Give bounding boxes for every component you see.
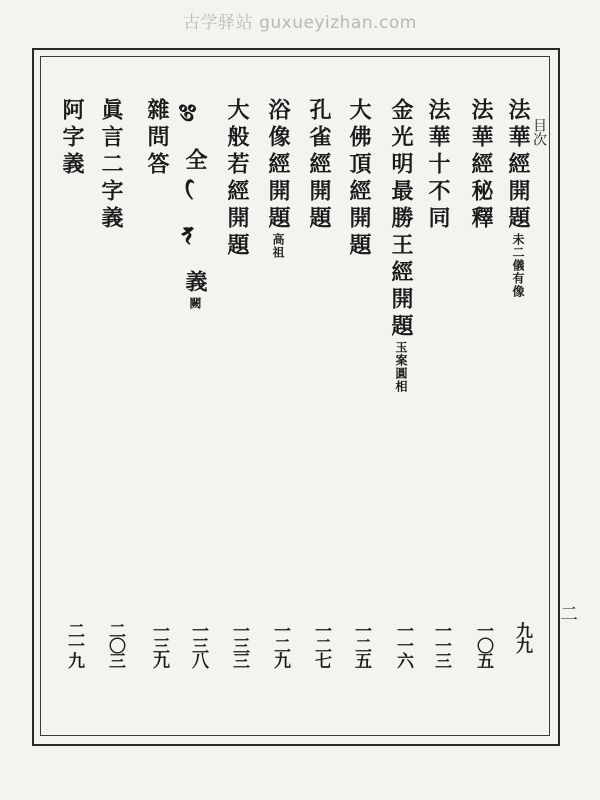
entry-note: 未二儀有像 bbox=[511, 233, 525, 298]
entry-page-number: 二一九 bbox=[64, 622, 84, 667]
entry-note: 高祖 bbox=[271, 233, 285, 259]
entry-note: 闕 bbox=[188, 297, 202, 310]
entry-page-number: 一二七 bbox=[311, 622, 331, 667]
entry-page-number: 九九 bbox=[512, 622, 532, 652]
toc-entry bbox=[388, 98, 414, 393]
toc-entry bbox=[505, 98, 531, 298]
entry-title: 法華經開題 bbox=[505, 98, 531, 233]
entry-page-number: 一二九 bbox=[270, 622, 290, 667]
watermark: 古学驿站 guxueyizhan.com bbox=[183, 13, 417, 33]
toc-entry bbox=[468, 98, 494, 233]
entry-title: 阿字義 bbox=[59, 98, 85, 179]
toc-entry bbox=[265, 98, 291, 259]
entry-title: 法華經秘釋 bbox=[468, 98, 494, 233]
entry-title: 大般若經開題 bbox=[224, 98, 250, 260]
running-header: 目次 bbox=[531, 118, 547, 146]
toc-entry bbox=[182, 98, 208, 310]
entry-title: 浴像經開題 bbox=[265, 98, 291, 233]
entry-page-number: 一三三 bbox=[229, 622, 249, 667]
page-number: 二 bbox=[560, 604, 578, 625]
toc-entry bbox=[144, 98, 170, 179]
toc-entry bbox=[346, 98, 372, 260]
toc-entry bbox=[98, 98, 124, 233]
toc-entry bbox=[59, 98, 85, 179]
toc-entry bbox=[224, 98, 250, 260]
entry-title: 眞言二字義 bbox=[98, 98, 124, 233]
entry-title: 𑖂全𑖝𑖰義 bbox=[182, 98, 208, 297]
entry-title: 雜問答 bbox=[144, 98, 170, 179]
entry-title: 孔雀經開題 bbox=[306, 98, 332, 233]
entry-page-number: 一三九 bbox=[149, 622, 169, 667]
toc-entry bbox=[425, 98, 451, 233]
entry-title: 法華十不同 bbox=[425, 98, 451, 233]
entry-page-number: 一一三 bbox=[431, 622, 451, 667]
entry-page-number: 一三八 bbox=[188, 622, 208, 667]
entry-note: 玉案圓相 bbox=[394, 341, 408, 393]
entry-page-number: 一〇五 bbox=[473, 622, 493, 667]
entry-page-number: 一一六 bbox=[393, 622, 413, 667]
entry-page-number: 一二五 bbox=[351, 622, 371, 667]
entry-title: 大佛頂經開題 bbox=[346, 98, 372, 260]
entry-title: 金光明最勝王經開題 bbox=[388, 98, 414, 341]
toc-entry bbox=[306, 98, 332, 233]
entry-page-number: 二〇三 bbox=[105, 622, 125, 667]
